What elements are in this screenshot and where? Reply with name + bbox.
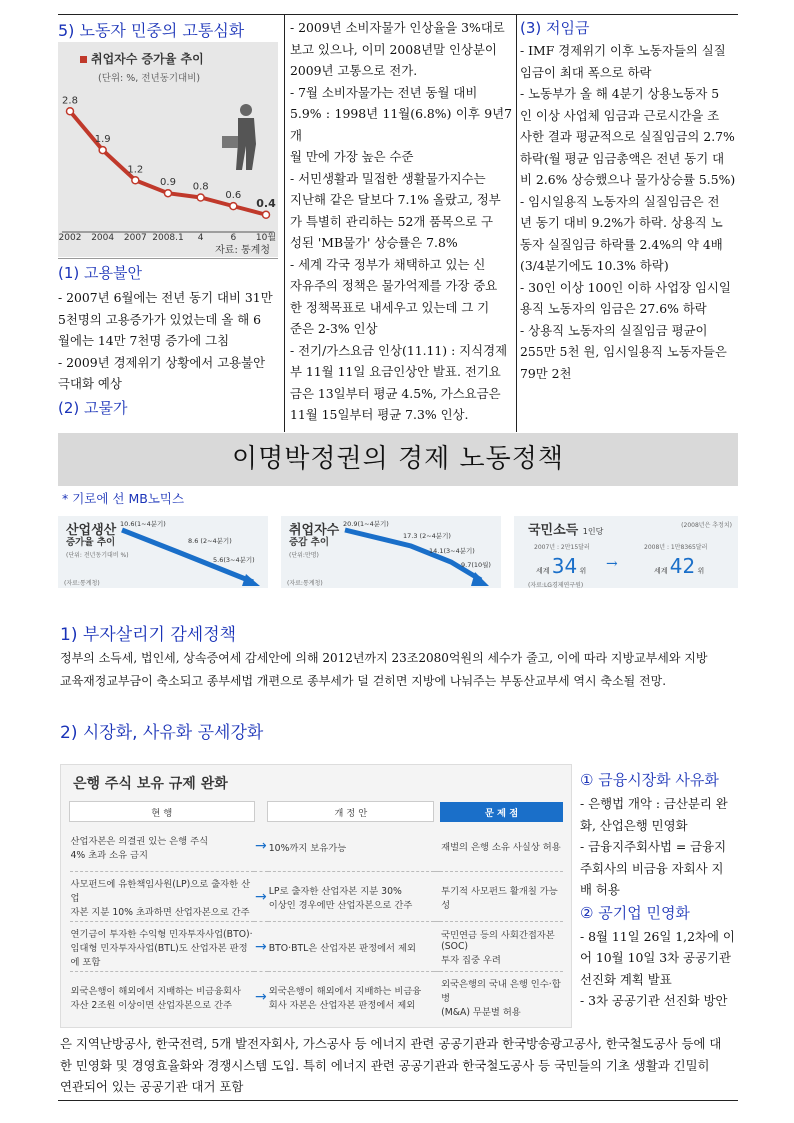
header-spacer [254, 802, 268, 822]
market-body [60, 1033, 740, 1098]
section5-title: 5) 노동자 민중의 고통심화 [58, 21, 245, 40]
panel-point: 8.6 (2~4분기) [188, 537, 232, 545]
tick-label: 2007 [123, 233, 147, 243]
panel-subtitle: 1인당 [582, 527, 604, 536]
data-label: 0.6 [225, 190, 242, 202]
data-label: 1.2 [127, 164, 144, 176]
wage-line: 동자 실질임금 하락률 2.4%의 약 4배 [520, 236, 723, 252]
price-line: 5.9% : 1998년 11월(6.8%) 이후 9년7개 [290, 106, 512, 143]
data-point [197, 194, 204, 201]
panel-note: (2008년은 추정치) [681, 522, 732, 529]
panel-subtitle: 증가율 추이 [66, 537, 116, 548]
price-line: - 7월 소비자물가는 전년 동월 대비 [290, 84, 478, 100]
table-row [70, 922, 564, 972]
panel-point: 20.9(1~4분기) [343, 520, 389, 528]
wage-line: - 임시일용직 노동자의 실질임금은 전 [520, 193, 720, 209]
cell-problem: 재벌의 은행 소유 사실상 허용 [441, 842, 561, 854]
policy-banner: 이명박정권의 경제 노동정책 [58, 433, 738, 486]
market-title: 2) 시장화, 사유화 공세강화 [60, 723, 264, 743]
prices-title: (2) 고물가 [58, 398, 128, 417]
price-line: 11월 15일부터 평균 7.3% 인상. [290, 407, 469, 422]
middle-column [290, 17, 512, 426]
price-line: 금은 13일부터 평균 4.5%, 가스요금은 [290, 385, 501, 401]
header-current: 현 행 [70, 802, 255, 822]
table-row [70, 822, 564, 872]
tick-label: 6 [230, 233, 237, 243]
top-rule [58, 14, 738, 15]
income-2008: 2008년 : 1만8365달러 [644, 544, 708, 551]
left-column [58, 18, 278, 41]
wage-line: 비 2.6% 상승했으나 물가상승률 5.5%) [520, 172, 736, 187]
tick-label: 2008.1 [152, 233, 184, 243]
data-label: 0.8 [192, 181, 209, 193]
finance-line: - 은행법 개악 : 금산분리 완 [580, 796, 728, 811]
wage-line: - 30인 이상 100인 이하 사업장 임시일 [520, 279, 731, 295]
income-down-arrow-icon: → [606, 556, 618, 572]
cell-current: 연기금이 투자한 수익형 민자투자사업(BTO)· 임대형 민자투자사업(BTL)도 산업자본 판정에 포함 [70, 928, 253, 968]
employment-chart [58, 42, 278, 257]
cell-current: 외국은행이 해외에서 지배하는 비금융회사 자산 2조원 이상이면 산업자본으로 간주 [70, 985, 242, 1011]
panel-point: 9.7(10월) [461, 561, 491, 569]
cell-amendment: LP로 출자한 산업자본 지분 30% 이상인 경우에만 산업자본으로 간주 [268, 885, 413, 911]
price-line: 2009년 고통으로 전가. [290, 63, 418, 78]
panel-title: 국민소득 [528, 523, 579, 538]
wage-line: 79만 2천 [520, 365, 572, 381]
market-line: 한 민영화 및 경영효율화와 경쟁시스템 도입. 특히 에너지 관련 공공기관과 한국철도공사 등 국민들의 기초 생활과 긴밀히 [60, 1057, 710, 1073]
panel-point: 5.6(3~4분기) [213, 556, 255, 564]
cell-current: 사모펀드에 유한책임사원(LP)으로 출자한 산업 자본 지분 10% 초과하면 산업자본으로 간주 [70, 878, 251, 918]
arrow-icon: → [255, 988, 267, 1005]
rank-prefix: 세계 [654, 567, 668, 575]
cell-problem: 외국은행의 국내 은행 인수·합병 (M&A) 무분별 허용 [441, 978, 561, 1018]
employment-line: 월에는 14만 7천명 증가에 그침 [58, 333, 230, 348]
tick-label: 4 [197, 233, 204, 243]
wage-line: 용직 노동자의 임금은 27.6% 하락 [520, 301, 707, 316]
panel-point: 10.6(1~4분기) [120, 520, 166, 528]
market-side [580, 769, 740, 1012]
chart-bottom-rule [58, 258, 278, 259]
public-title: ② 공기업 민영화 [580, 903, 690, 922]
price-line: 보고 있으나, 이미 2008년말 인상분이 [290, 41, 497, 57]
panel-unit: (단위:만명) [289, 552, 319, 559]
panel-source: (자료:통계청) [64, 580, 100, 587]
price-line: 월 만에 가장 높은 수준 [290, 149, 414, 164]
rank-suffix: 위 [697, 567, 705, 575]
data-label: 1.9 [94, 134, 111, 146]
cell-current: 산업자본은 의결권 있는 은행 주식 4% 초과 소유 금지 [70, 835, 209, 861]
wage-line: 사한 결과 평균적으로 실질임금의 2.7% [520, 129, 735, 144]
data-point [99, 147, 106, 154]
public-line: 선진화 계획 발표 [580, 971, 672, 987]
table-title: 은행 주식 보유 규제 완화 [73, 776, 228, 792]
wage-line: 임금이 최대 폭으로 하락 [520, 64, 652, 80]
arrow-icon: → [255, 938, 267, 955]
market-line: 은 지역난방공사, 한국전력, 5개 발전자회사, 가스공사 등 에너지 관련 공공기관과 한국방송광고공사, 한국철도공사 등에 대 [60, 1036, 722, 1051]
cell-problem: 투기적 사모펀드 활개칠 가능성 [441, 885, 558, 911]
data-label: 0.4 [256, 196, 276, 210]
header-amendment: 개 정 안 [268, 802, 434, 822]
cell-problem: 국민연금 등의 사회간접자본(SOC) 투자 집중 우려 [441, 930, 555, 966]
price-line: 부 11월 11일 요금인상안 발표. 전기요 [290, 364, 501, 379]
rank-value: 42 [669, 554, 696, 578]
chart-unit: (단위: %, 전년동기대비) [98, 73, 201, 84]
bottom-rule [58, 1100, 738, 1101]
price-line: 성된 'MB물가' 상승률은 7.8% [290, 235, 458, 250]
tax-line: 정부의 소득세, 법인세, 상속증여세 감세안에 의해 2012년까지 23조2080억원의 세수가 줄고, 이에 따라 지방교부세와 지방 [60, 651, 708, 665]
price-line: 준은 2-3% 인상 [290, 321, 378, 336]
cell-amendment: 10%까지 보유가능 [268, 842, 347, 854]
wage-line: - 상용직 노동자의 실질임금 평균이 [520, 322, 708, 338]
table-row [70, 872, 564, 922]
panel-source: (자료:LG경제연구원) [528, 582, 584, 589]
wage-line: 인 이상 사업체 임금과 근로시간을 조 [520, 107, 720, 123]
arrow-icon: → [255, 838, 267, 855]
panel-subtitle: 증감 추이 [289, 537, 330, 548]
column-divider [516, 14, 517, 432]
regulation-table [69, 801, 563, 1022]
employment-line: 5천명의 고용증가가 있었는데 올 해 6 [58, 311, 262, 327]
employment-line: 극대화 예상 [58, 376, 122, 391]
chart-heading-text: 취업자수 증가율 추이 [91, 52, 204, 66]
employment-title: (1) 고용불안 [58, 264, 142, 282]
right-column [520, 17, 738, 384]
cell-amendment: 외국은행이 해외에서 지배하는 비금융 회사 자본은 산업자본 판정에서 제외 [268, 985, 422, 1011]
tick-label: 2002 [58, 233, 82, 243]
price-line: - 세계 각국 정부가 채택하고 있는 신 [290, 256, 486, 272]
table-header-row [70, 802, 564, 822]
tax-body [60, 647, 740, 693]
tax-title: 1) 부자살리기 감세정책 [60, 625, 237, 645]
price-line: - 전기/가스요금 인상(11.11) : 지식경제 [290, 342, 508, 358]
data-point [230, 203, 237, 210]
market-line: 연관되어 있는 공공기관 대거 포함 [60, 1079, 244, 1094]
price-line: - 서민생활과 밀접한 생활물가지수는 [290, 170, 486, 186]
panel-title: 취업자수 [289, 523, 340, 538]
arrow-icon: → [255, 888, 267, 905]
table-row [70, 972, 564, 1022]
price-line: 한 정책목표로 내세우고 있는데 그 기 [290, 299, 490, 315]
rank-2008 [654, 554, 704, 578]
panel-point: 17.3 (2~4분기) [403, 532, 451, 540]
price-line: 지난해 같은 달보다 7.1% 올랐고, 정부 [290, 192, 501, 207]
data-point [263, 211, 270, 218]
finance-line: - 금융지주회사법 = 금융지 [580, 839, 727, 854]
tick-label: 2004 [91, 233, 115, 243]
chart-source: 자료: 통계청 [215, 245, 270, 256]
employment-line: - 2007년 6월에는 전년 동기 대비 31만 [58, 290, 273, 305]
finance-title: ① 금융시장화 사유화 [580, 771, 719, 789]
income-2007: 2007년 : 2만15달러 [534, 544, 590, 551]
national-income-panel [514, 516, 738, 588]
wage-line: (3/4분기에도 10.3% 하락) [520, 258, 669, 273]
cell-amendment: BTO·BTL은 산업자본 판정에서 제외 [268, 942, 416, 954]
finance-line: 화, 산업은행 민영화 [580, 817, 688, 833]
employment-panel [281, 516, 501, 588]
finance-line: 주회사의 비금융 자회사 지 [580, 860, 724, 876]
public-line: - 8월 11일 26일 1,2차에 이 [580, 928, 735, 944]
data-label: 2.8 [62, 95, 78, 107]
wage-line: 년 동기 대비 9.2%가 하락. 상용직 노 [520, 215, 723, 230]
panel-title: 산업생산 [66, 523, 117, 538]
tax-line: 교육재정교부금이 축소되고 종부세법 개편으로 종부세가 덜 걷히면 지방에 나눠주는 부동산교부세 역시 축소될 전망. [60, 674, 667, 688]
rank-2007 [536, 554, 586, 578]
rank-value: 34 [551, 554, 578, 578]
employment-line: - 2009년 경제위기 상황에서 고용불안 [58, 354, 266, 370]
public-line: - 3차 공공기관 선진화 방안 [580, 993, 728, 1008]
bank-regulation-table [60, 764, 572, 1028]
price-line: 가 특별히 관리하는 52개 품목으로 구 [290, 213, 494, 229]
data-point [132, 177, 139, 184]
header-problem: 문 제 점 [440, 802, 563, 822]
industrial-production-panel [58, 516, 268, 588]
wage-line: 255만 5천 원, 임시일용직 노동자들은 [520, 344, 727, 359]
data-label: 0.9 [160, 177, 176, 189]
wage-line: - IMF 경제위기 이후 노동자들의 실질 [520, 43, 726, 58]
panel-unit: (단위: 전년동기대비 %) [66, 552, 129, 559]
price-line: 자유주의 정책은 물가억제를 가장 중요 [290, 278, 498, 293]
public-line: 어 10월 10일 3차 공공기관 [580, 950, 731, 965]
worker-figure-icon [208, 102, 268, 172]
finance-line: 배 허용 [580, 882, 620, 897]
wage-line: 하락(월 평균 임금총액은 전년 동기 대 [520, 150, 725, 166]
wage-line: - 노동부가 올 해 4분기 상용노동자 5 [520, 86, 720, 101]
wage-title: (3) 저임금 [520, 19, 590, 37]
data-point [165, 190, 172, 197]
rank-suffix: 위 [579, 567, 587, 575]
mbnomics-title: * 기로에 선 MB노믹스 [62, 491, 185, 506]
data-point [67, 108, 74, 115]
column-divider [284, 14, 285, 432]
price-line: - 2009년 소비자물가 인상율을 3%대로 [290, 20, 505, 35]
panel-title-row [528, 519, 603, 538]
panel-source: (자료:통계청) [287, 580, 323, 587]
panel-point: 14.1(3~4분기) [429, 547, 475, 555]
rank-prefix: 세계 [536, 567, 550, 575]
tick-label: 10월 [255, 233, 277, 243]
employment-section [58, 262, 278, 418]
